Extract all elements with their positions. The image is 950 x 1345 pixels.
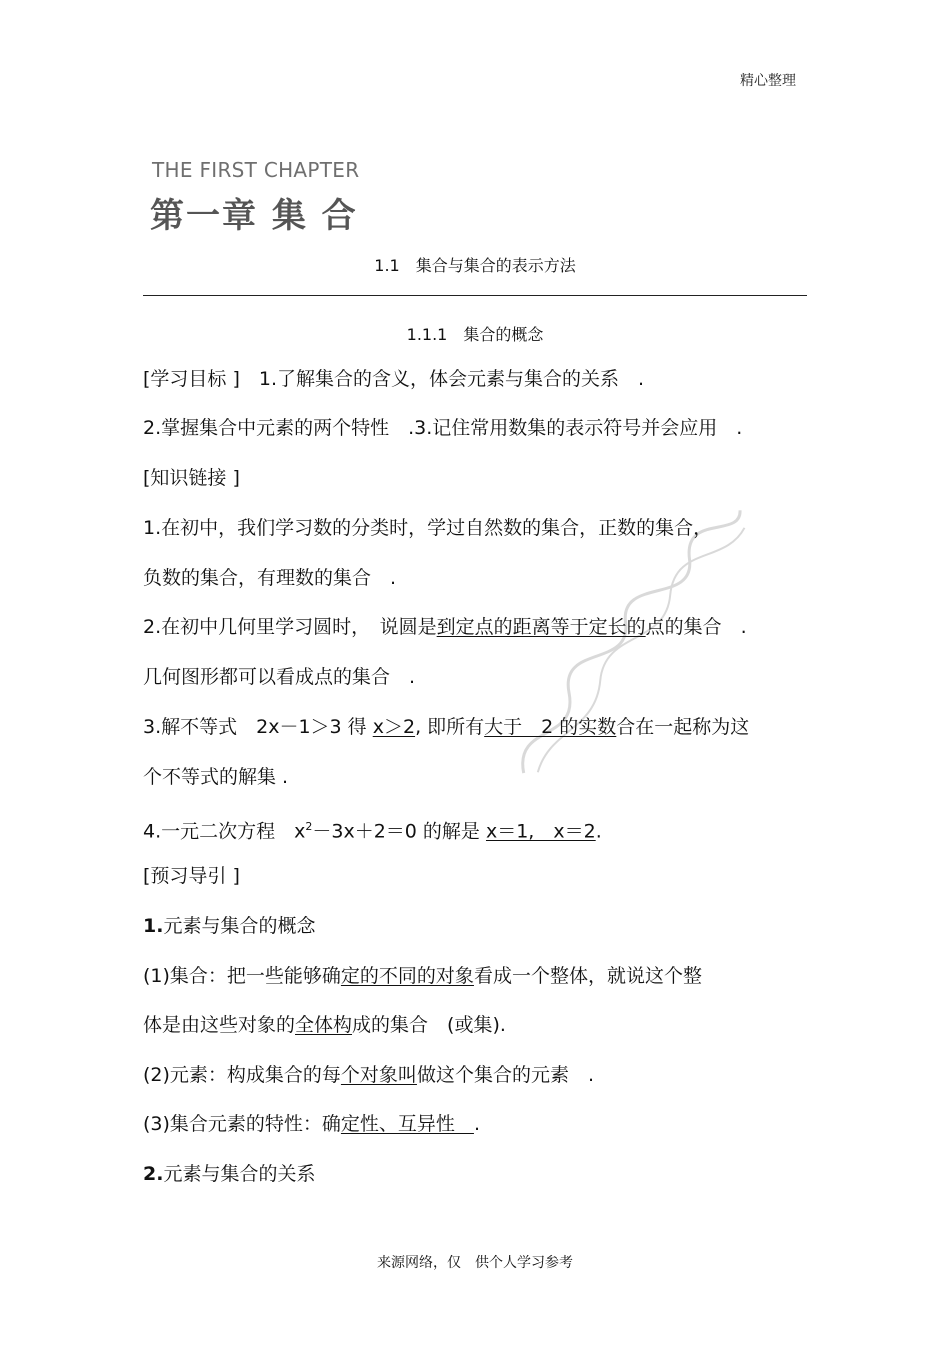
topic-title: 元素与集合的概念 bbox=[163, 915, 316, 937]
text-segment: . bbox=[473, 1113, 480, 1135]
text-segment: (2)元素：构成集合的每 bbox=[143, 1064, 341, 1086]
knowledge-item-2 bbox=[143, 614, 747, 640]
header-note: 精心整理 bbox=[740, 73, 796, 89]
text-segment: 体是由这些对象的 bbox=[143, 1014, 296, 1036]
element-properties bbox=[143, 1111, 480, 1137]
learning-objectives: [学习目标 ] 1.了解集合的含义，体会元素与集合的关系 . bbox=[143, 368, 645, 390]
text-segment: －3x＋2＝0 的解是 bbox=[312, 820, 486, 843]
exponent: 2 bbox=[305, 820, 313, 833]
text-segment: (3)集合元素的特性：确 bbox=[143, 1113, 341, 1135]
underlined-answer: 大于 2 的实数 bbox=[484, 716, 617, 738]
text-segment: . bbox=[595, 820, 602, 843]
underlined-answer: 定的不同的对象 bbox=[340, 965, 474, 987]
chapter-chinese-title: 第一章 集 合 bbox=[150, 196, 358, 236]
knowledge-item-3-cont: 个不等式的解集 . bbox=[143, 766, 289, 788]
knowledge-item-3 bbox=[143, 714, 749, 740]
text-segment: 看成一个整体，就说这个整 bbox=[473, 965, 702, 987]
knowledge-link-heading: [知识链接 ] bbox=[143, 467, 240, 489]
section-title: 1.1 集合与集合的表示方法 bbox=[374, 256, 576, 275]
text-segment: 做这个集合的元素 . bbox=[416, 1064, 594, 1086]
definition-set-cont bbox=[143, 1012, 506, 1038]
preview-guide-heading: [预习导引 ] bbox=[143, 865, 240, 887]
underlined-answer: 个对象叫 bbox=[340, 1064, 417, 1086]
text-segment: 3.解不等式 2x－1＞3 得 bbox=[143, 716, 373, 738]
underlined-answer: 定性、互异性 bbox=[340, 1113, 474, 1135]
chapter-english-title: THE FIRST CHAPTER bbox=[152, 158, 360, 182]
knowledge-item-1: 1.在初中，我们学习数的分类时，学过自然数的集合，正数的集合， bbox=[143, 517, 713, 539]
topic-number: 2. bbox=[143, 1163, 164, 1185]
text-segment: , 即所有 bbox=[415, 716, 485, 738]
text-segment: 4.一元二次方程 x bbox=[143, 820, 306, 843]
text-segment: 点的集合 . bbox=[645, 616, 747, 638]
topic-1-heading bbox=[143, 913, 315, 939]
underlined-answer: 到定点的距离等于定长的 bbox=[436, 616, 646, 638]
topic-2-heading bbox=[143, 1161, 315, 1187]
text-segment: 2.在初中几何里学习圆时， 说圆是 bbox=[143, 616, 437, 638]
section-divider bbox=[143, 295, 807, 296]
footer-note: 来源网络，仅 供个人学习参考 bbox=[377, 1255, 573, 1271]
topic-title: 元素与集合的关系 bbox=[163, 1163, 316, 1185]
underlined-answer: 全体构 bbox=[295, 1014, 353, 1036]
knowledge-item-4 bbox=[143, 814, 602, 844]
knowledge-item-2-cont: 几何图形都可以看成点的集合 . bbox=[143, 666, 416, 688]
underlined-answer: x＞2 bbox=[372, 716, 416, 738]
text-segment: (1)集合：把一些能够确 bbox=[143, 965, 341, 987]
text-segment: 成的集合 (或集). bbox=[352, 1014, 506, 1036]
definition-set bbox=[143, 963, 702, 989]
text-segment: 合在一起称为这 bbox=[616, 716, 750, 738]
definition-element bbox=[143, 1062, 594, 1088]
knowledge-item-1-cont: 负数的集合，有理数的集合 . bbox=[143, 567, 397, 589]
objectives-line-2: 2.掌握集合中元素的两个特性 .3.记住常用数集的表示符号并会应用 . bbox=[143, 417, 743, 439]
underlined-answer: x＝1, x＝2 bbox=[485, 820, 596, 843]
topic-number: 1. bbox=[143, 915, 164, 937]
subsection-title: 1.1.1 集合的概念 bbox=[406, 325, 544, 344]
